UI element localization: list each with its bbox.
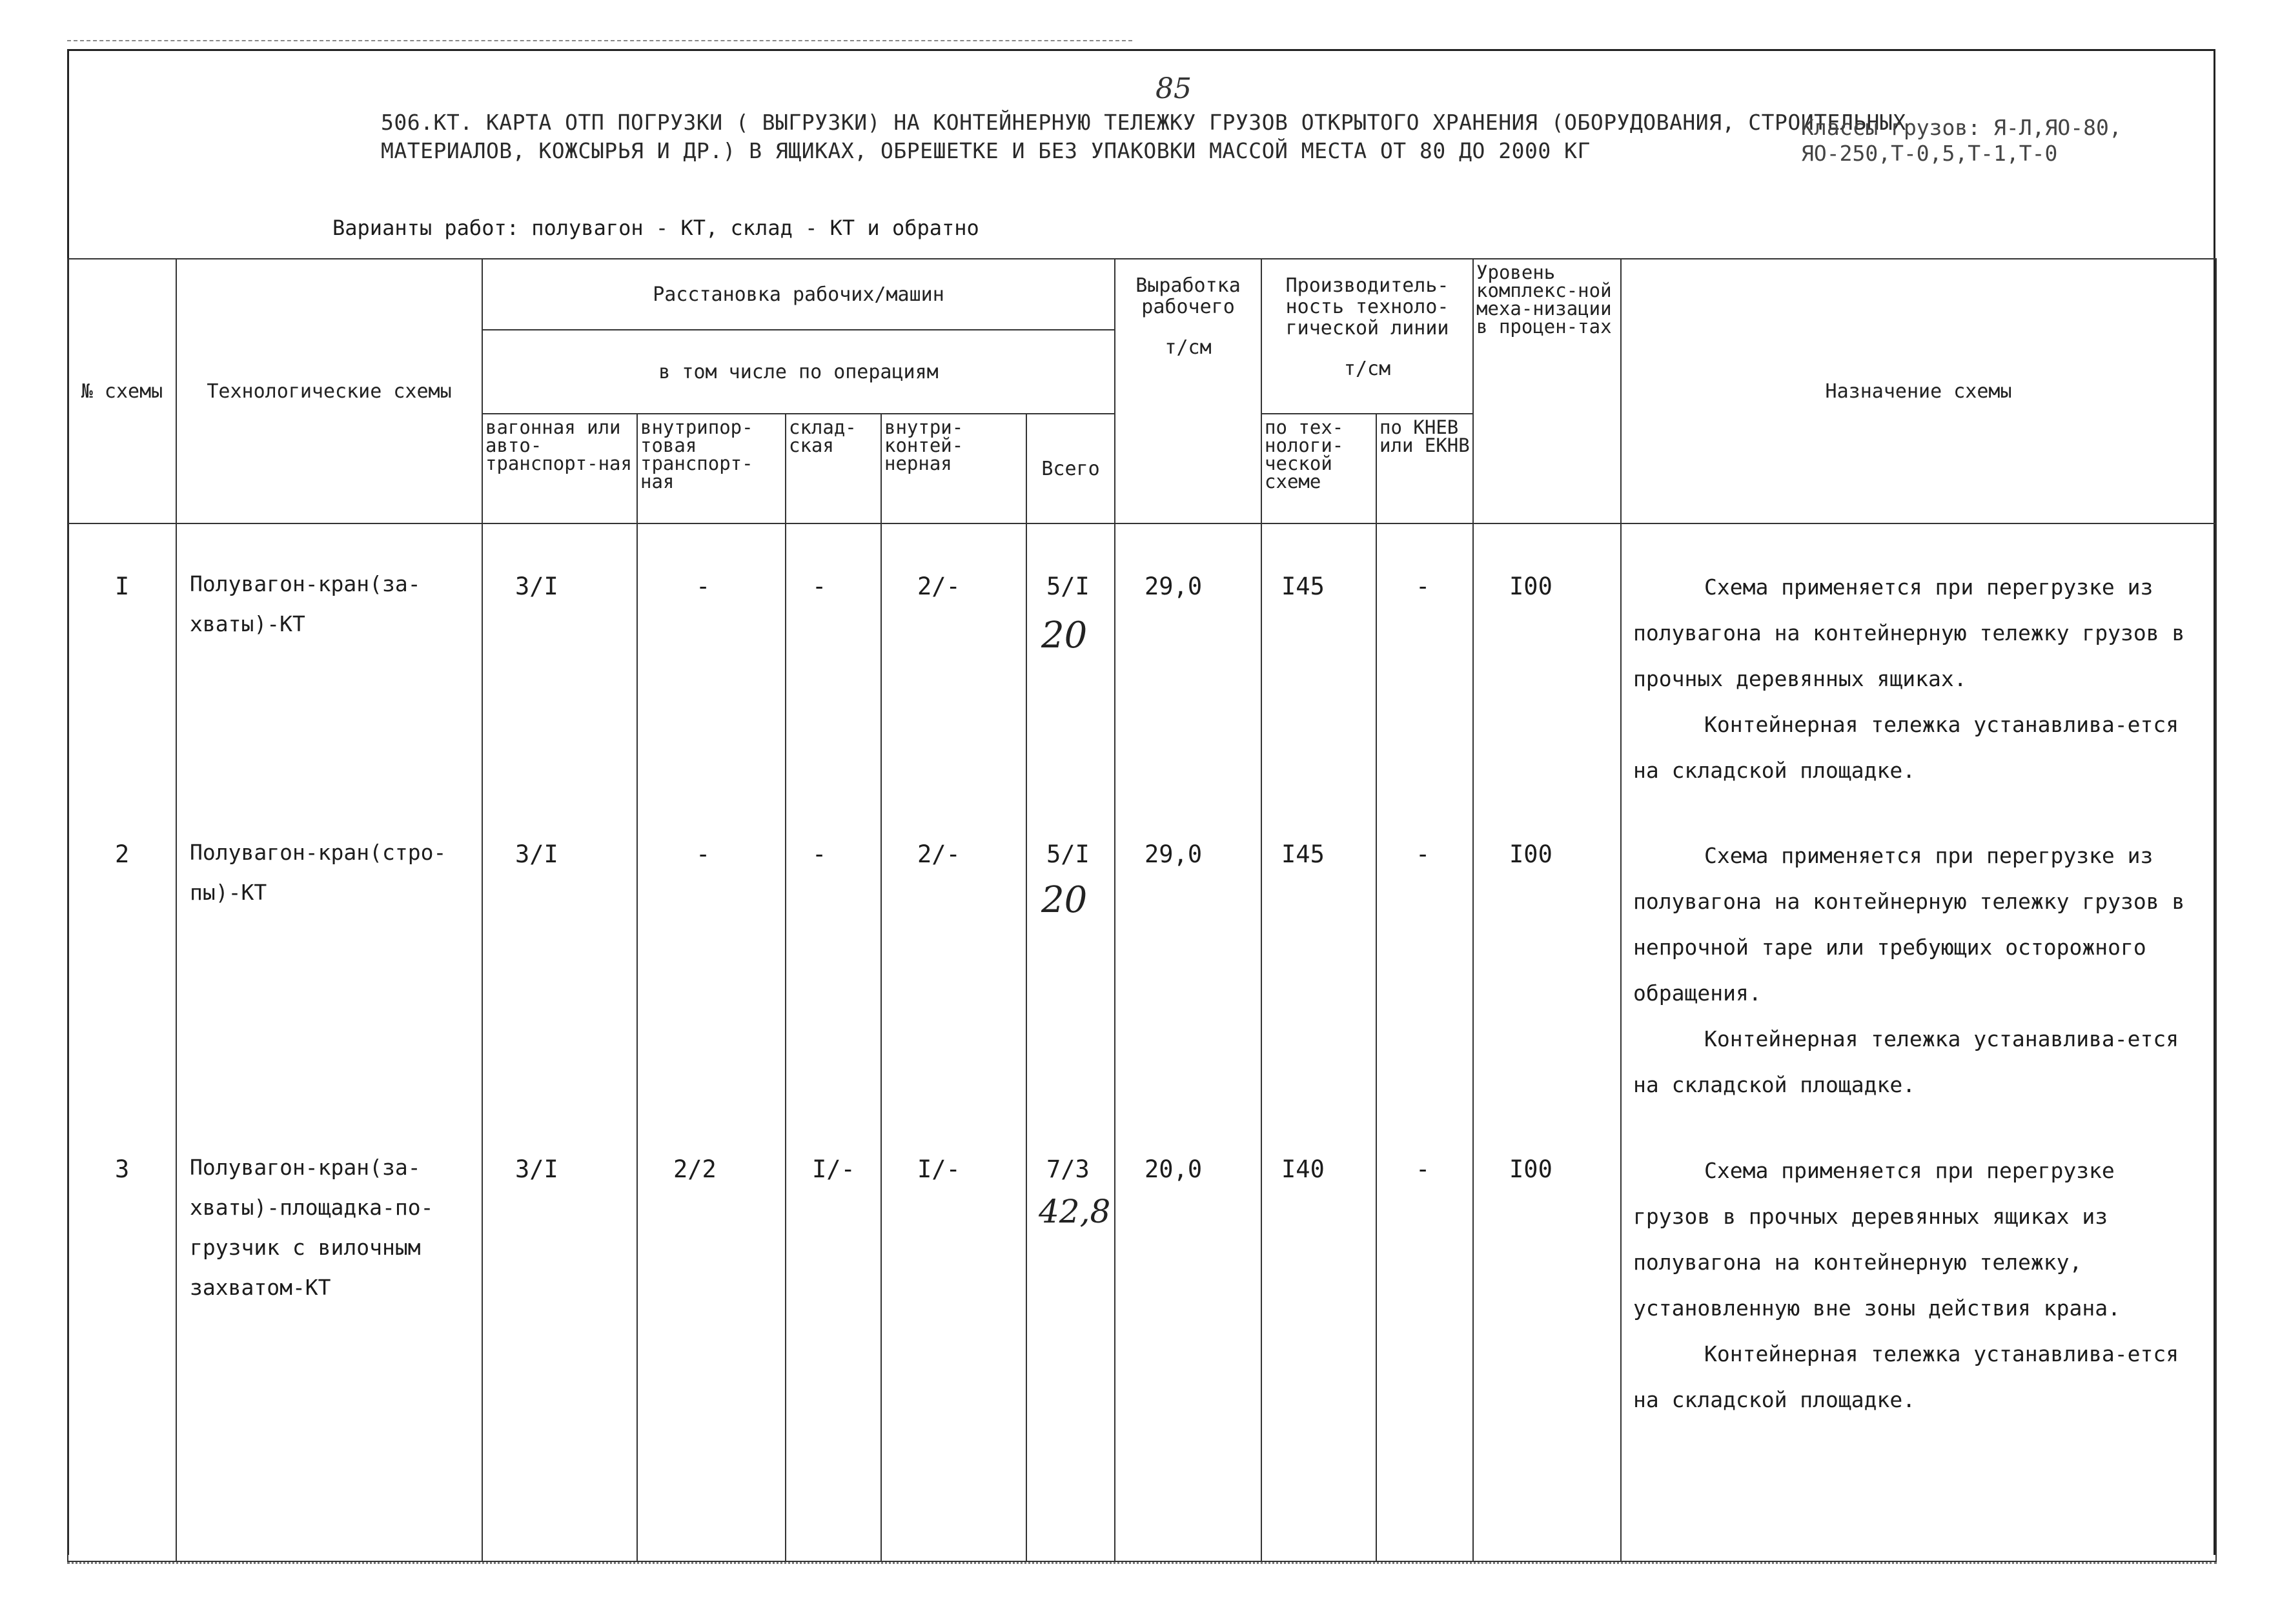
- row-3-warehouse: I/-: [812, 1155, 855, 1183]
- row-1-total-handwritten: 20: [1041, 614, 1088, 656]
- row-3-total: 7/3: [1046, 1155, 1090, 1183]
- row-2-warehouse: -: [812, 840, 827, 868]
- col-header-num: № схемы: [68, 259, 176, 523]
- body-intracont: [881, 523, 1026, 1561]
- body-prod-kner: [1376, 523, 1473, 1561]
- row-3-intraport: 2/2: [673, 1155, 717, 1183]
- col-header-intraport: внутрипор-товая транспорт-ная: [637, 414, 786, 523]
- table-body-row: [68, 523, 2216, 1561]
- row-2-prod-scheme: I45: [1281, 840, 1325, 868]
- row-2-total-handwritten: 20: [1041, 879, 1088, 921]
- row-2-prod-kner: -: [1416, 840, 1430, 868]
- row-2-intraport: -: [696, 840, 711, 868]
- col-header-intracont: внутри-контей-нерная: [881, 414, 1026, 523]
- cargo-class: Классы грузов: Я-Л,ЯО-80, ЯО-250,Т-0,5,Т-1,Т-0: [1801, 115, 2122, 166]
- body-output: [1115, 523, 1261, 1561]
- productivity-unit: т/см: [1343, 358, 1391, 380]
- col-header-placement: Расстановка рабочих/машин: [482, 259, 1115, 330]
- row-2-mech: I00: [1509, 840, 1552, 868]
- row-1-mech: I00: [1509, 573, 1552, 600]
- row-1-purpose: [1633, 564, 2201, 793]
- row-1-purpose-note: Контейнерная тележка устанавлива-ется на складской площадке.: [1633, 712, 2179, 783]
- col-header-by-kner: по КНЕВ или ЕКНВ: [1376, 414, 1473, 523]
- row-3-total-handwritten: 42,8: [1039, 1193, 1111, 1230]
- col-header-wagon: вагонная или авто-транспорт-ная: [482, 414, 637, 523]
- row-1-intracont: 2/-: [917, 573, 961, 600]
- col-header-productivity: [1261, 259, 1473, 414]
- header-row-1: [68, 259, 2216, 330]
- row-1-prod-kner: -: [1416, 573, 1430, 600]
- row-2-intracont: 2/-: [917, 840, 961, 868]
- body-intraport: [637, 523, 786, 1561]
- row-1-wagon: 3/I: [515, 573, 558, 600]
- bottom-rule: [67, 1562, 2217, 1564]
- row-2-wagon: 3/I: [515, 840, 558, 868]
- col-header-total: Всего: [1026, 414, 1115, 523]
- row-1-num: I: [115, 573, 130, 600]
- col-header-scheme: Технологические схемы: [176, 259, 482, 523]
- output-unit: т/см: [1165, 336, 1212, 359]
- col-header-warehouse: склад-ская: [786, 414, 881, 523]
- work-variants: Варианты работ: полувагон - КТ, склад - КТ и обратно: [332, 216, 979, 240]
- body-mech: [1473, 523, 1621, 1561]
- row-1-purpose-main: Схема применяется при перегрузке из полувагона на контейнерную тележку грузов в прочных деревянных ящиках.: [1633, 574, 2185, 691]
- scheme-table: [67, 258, 2217, 1562]
- row-3-intracont: I/-: [917, 1155, 961, 1183]
- row-3-mech: I00: [1509, 1155, 1552, 1183]
- row-1-intraport: -: [696, 573, 711, 600]
- row-3-prod-kner: -: [1416, 1155, 1430, 1183]
- row-2-output: 29,0: [1145, 840, 1203, 868]
- row-2-num: 2: [115, 840, 130, 868]
- body-wagon: [482, 523, 637, 1561]
- document-title: 506.КТ. КАРТА ОТП ПОГРУЗКИ ( ВЫГРУЗКИ) НА КОНТЕЙНЕРНУЮ ТЕЛЕЖКУ ГРУЗОВ ОТКРЫТОГО ХРАНЕНИЯ (ОБОРУДОВАНИЯ, СТРОИТЕЛЬНЫХ МАТЕРИАЛОВ, КОЖСЫРЬЯ И ДР.) В ЯЩИКАХ, ОБРЕШЕТКЕ И БЕЗ УПАКОВКИ МАССОЙ МЕСТА ОТ 80 ДО 2000 КГ: [381, 110, 1906, 163]
- row-1-output: 29,0: [1145, 573, 1203, 600]
- body-warehouse: [786, 523, 881, 1561]
- output-label: Выработка рабочего: [1135, 274, 1241, 318]
- row-3-prod-scheme: I40: [1281, 1155, 1325, 1183]
- row-3-purpose: [1633, 1148, 2201, 1423]
- row-3-scheme: Полувагон-кран(за-хваты)-площадка-по-грузчик с вилочным захватом-КТ: [190, 1155, 434, 1300]
- col-header-ops: в том числе по операциям: [482, 330, 1115, 414]
- col-header-purpose: Назначение схемы: [1621, 259, 2216, 523]
- top-rule: [67, 40, 1132, 41]
- row-3-output: 20,0: [1145, 1155, 1203, 1183]
- col-header-output: [1115, 259, 1261, 523]
- body-total: [1026, 523, 1115, 1561]
- row-2-scheme: Полувагон-кран(стро-пы)-КТ: [190, 840, 447, 905]
- row-1-prod-scheme: I45: [1281, 573, 1325, 600]
- row-2-purpose-note: Контейнерная тележка устанавлива-ется на складской площадке.: [1633, 1026, 2179, 1097]
- row-3-purpose-note: Контейнерная тележка устанавлива-ется на складской площадке.: [1633, 1341, 2179, 1412]
- row-1-scheme: Полувагон-кран(за-хваты)-КТ: [190, 571, 421, 636]
- productivity-label: Производитель-ность техноло-гической линии: [1285, 274, 1449, 340]
- body-num: [68, 523, 176, 1561]
- col-header-by-scheme: по тех-нологи-ческой схеме: [1261, 414, 1376, 523]
- row-3-wagon: 3/I: [515, 1155, 558, 1183]
- row-1-total: 5/I: [1046, 573, 1090, 600]
- body-purpose: [1621, 523, 2216, 1561]
- col-header-mech-level: Уровень комплекс-ной меха-низации в процен-тах: [1473, 259, 1621, 523]
- body-prod-scheme: [1261, 523, 1376, 1561]
- row-3-num: 3: [115, 1155, 130, 1183]
- row-2-purpose: [1633, 833, 2201, 1108]
- row-1-warehouse: -: [812, 573, 827, 600]
- row-3-purpose-main: Схема применяется при перегрузке грузов в прочных деревянных ящиках из полувагона на контейнерную тележку, установленную вне зоны действия крана.: [1633, 1158, 2121, 1321]
- row-2-total: 5/I: [1046, 840, 1090, 868]
- row-2-purpose-main: Схема применяется при перегрузке из полувагона на контейнерную тележку грузов в непрочной таре или требующих осторожного обращения.: [1633, 843, 2185, 1006]
- body-scheme: [176, 523, 482, 1561]
- page-number: 85: [1155, 72, 1192, 105]
